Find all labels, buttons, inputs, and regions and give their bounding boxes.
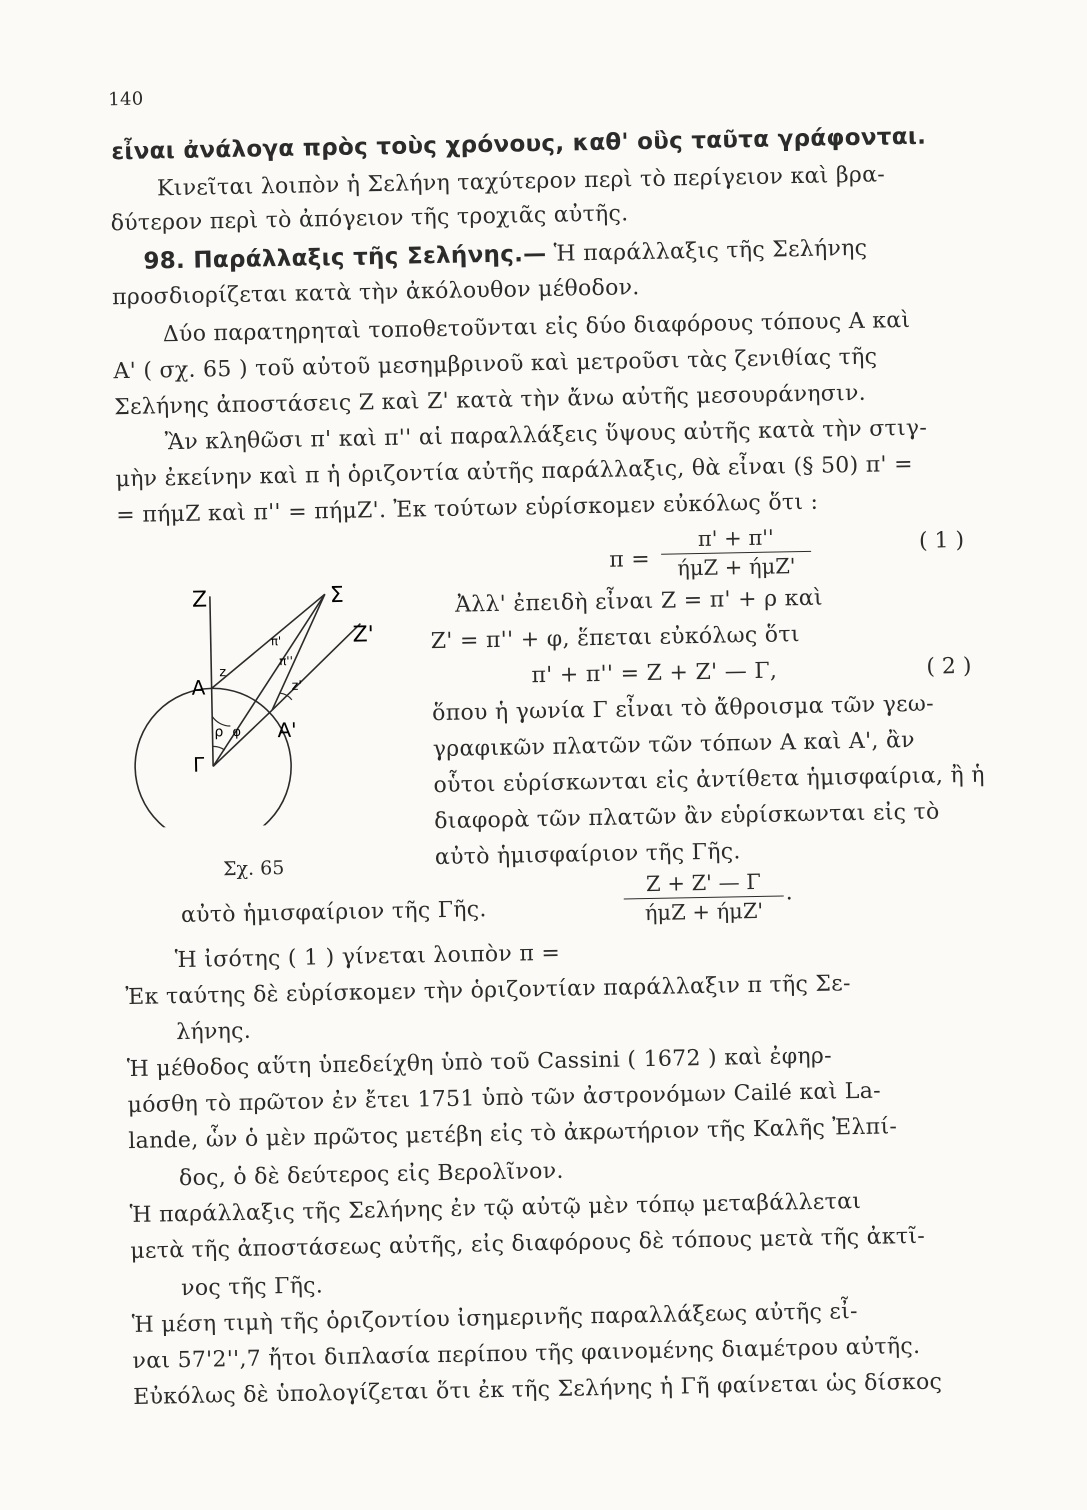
text-line-13: Ζ' = π'' + φ, ἕπεται εὐκόλως ὅτι bbox=[430, 622, 800, 655]
text-line-15: ὅπου ἡ γωνία Γ εἶναι τὸ ἄθροισμα τῶν γεω- bbox=[431, 691, 935, 727]
text-line-31: Ἡ μέση τιμὴ τῆς ὁριζοντίου ἰσημερινῆς παραλλάξεως αὐτῆς εἶ- bbox=[131, 1299, 858, 1339]
line-center-moon bbox=[210, 594, 328, 766]
label-Z-prime: Ζ' bbox=[352, 622, 375, 648]
text-line-27: δος, ὁ δὲ δεύτερος εἰς Βερολῖνον. bbox=[178, 1158, 564, 1192]
equation-1-number: ( 1 ) bbox=[918, 527, 965, 554]
text-line-3: δύτερον περὶ τὸ ἀπόγειον τῆς τροχιᾶς αὐτῆς. bbox=[110, 201, 629, 237]
text-line-30: νος τῆς Γῆς. bbox=[180, 1273, 324, 1302]
text-line-10: μὴν ἐκείνην καὶ π ἡ ὁριζοντία αὐτῆς παράλλαξις, θὰ εἶναι (§ 50) π' = bbox=[115, 451, 914, 493]
text-line-11: = πήμΖ καὶ π'' = πήμΖ'. Ἐκ τούτων εὑρίσκομεν εὐκόλως ὅτι : bbox=[116, 489, 819, 529]
equation-1-numerator: π' + π'' bbox=[697, 525, 775, 552]
section-heading-rest: Ἡ παράλλαξις τῆς Σελήνης bbox=[553, 235, 868, 267]
text-line-26: lande, ὧν ὁ μὲν πρῶτος μετέβη εἰς τὸ ἀκρωτήριον τῆς Καλῆς Ἐλπί- bbox=[128, 1114, 898, 1155]
text-line-20: αὐτὸ ἡμισφαίριον τῆς Γῆς. bbox=[180, 897, 487, 929]
page-number: 140 bbox=[108, 88, 144, 111]
label-pi-dprime: π'' bbox=[278, 653, 294, 669]
text-line-21: Ἡ ἰσότης ( 1 ) γίνεται λοιπὸν π = bbox=[174, 940, 561, 974]
text-line-9: Ἂν κληθῶσι π' καὶ π'' αἱ παραλλάξεις ὕψους αὐτῆς κατὰ τὴν στιγ- bbox=[164, 415, 928, 456]
label-Sigma: Σ bbox=[329, 582, 345, 609]
section-heading: 98. Παράλλαξις τῆς Σελήνης.— bbox=[143, 240, 547, 275]
text-line-2: Κινεῖται λοιπὸν ἡ Σελήνη ταχύτερον περὶ τὸ περίγειον καὶ βρα- bbox=[156, 162, 886, 202]
label-z: z bbox=[219, 665, 227, 681]
text-line-16: γραφικῶν πλατῶν τῶν τόπων Α καὶ Α', ἂν bbox=[432, 727, 916, 763]
text-line-29: μετὰ τῆς ἀποστάσεως αὐτῆς, εἰς διαφόρους δὲ τόπους μετὰ τῆς ἀκτῖ- bbox=[130, 1223, 926, 1265]
label-A: Α bbox=[191, 675, 206, 700]
section-heading-line bbox=[143, 234, 867, 277]
text-line-24: Ἡ μέθοδος αὕτη ὑπεδείχθη ὑπὸ τοῦ Cassini ( 1672 ) καὶ ἐφηρ- bbox=[126, 1043, 833, 1083]
equation-1-fraction bbox=[661, 525, 812, 581]
equation-3-denominator: ήμΖ + ήμΖ' bbox=[644, 898, 764, 926]
equation-1-denominator: ήμΖ + ήμΖ' bbox=[677, 554, 796, 581]
equation-2: π' + π'' = Ζ + Ζ' — Γ, bbox=[531, 658, 778, 689]
label-phi: φ bbox=[232, 724, 242, 740]
equation-2-number: ( 2 ) bbox=[926, 653, 972, 680]
equation-3-numerator: Ζ + Ζ' — Γ bbox=[645, 869, 762, 897]
text-line-25: μόσθη τὸ πρῶτον ἐν ἔτει 1751 ὑπὸ τῶν ἀστρονόμων Cailé καὶ La- bbox=[127, 1078, 882, 1119]
label-Z: Ζ bbox=[191, 587, 208, 613]
zenith-line-A bbox=[210, 596, 213, 766]
label-z-prime: z' bbox=[291, 678, 303, 694]
text-line-18: διαφορὰ τῶν πλατῶν ἂν εὑρίσκωνται εἰς τὸ bbox=[433, 799, 940, 835]
text-line-17: οὗτοι εὑρίσκωνται εἰς ἀντίθετα ἡμισφαίρια, ἢ ἡ bbox=[433, 762, 985, 799]
text-line-33: Εὐκόλως δὲ ὑπολογίζεται ὅτι ἐκ τῆς Σελήνης ἡ Γῆ φαίνεται ὡς δίσκος bbox=[132, 1369, 943, 1411]
text-line-23: λήνης. bbox=[175, 1018, 252, 1046]
equation-3-fraction bbox=[623, 869, 784, 925]
text-line-5: προσδιορίζεται κατὰ τὴν ἀκόλουθον μέθοδον. bbox=[111, 275, 640, 311]
text-line-8: Σελήνης ἀποστάσεις Ζ καὶ Ζ' κατὰ τὴν ἄνω αὐτῆς μεσουράνησιν. bbox=[113, 380, 867, 421]
text-line-7: Α' ( σχ. 65 ) τοῦ αὐτοῦ μεσημβρινοῦ καὶ μετροῦσι τὰς ζενιθίας τῆς bbox=[113, 344, 878, 385]
text-line-6: Δύο παρατηρηταὶ τοποθετοῦνται εἰς δύο διαφόρους τόπους Α καὶ bbox=[162, 307, 911, 348]
figure-65-diagram bbox=[129, 563, 394, 828]
text-line-19: αὐτὸ ἡμισφαίριον τῆς Γῆς. bbox=[434, 839, 741, 871]
text-line-28: Ἡ παράλλαξις τῆς Σελήνης ἐν τῷ αὐτῷ μὲν τόπῳ μεταβάλλεται bbox=[129, 1189, 862, 1229]
text-line-1: εἶναι ἀνάλογα πρὸς τοὺς χρόνους, καθ' οὓς ταῦτα γράφονται. bbox=[111, 123, 927, 166]
text-line-22: Ἐκ ταύτης δὲ εὑρίσκομεν τὴν ὁριζοντίαν παράλλαξιν π τῆς Σε- bbox=[125, 971, 851, 1011]
equation-1-lhs: π = bbox=[609, 546, 651, 573]
figure-caption: Σχ. 65 bbox=[222, 857, 285, 881]
label-pi-prime: π' bbox=[270, 634, 282, 649]
text-line-12: Ἀλλ' ἐπειδὴ εἶναι Ζ = π' + ρ καὶ bbox=[454, 585, 824, 618]
label-rho: ρ bbox=[214, 724, 224, 741]
text-line-32: ναι 57'2'',7 ἤτοι διπλασία περίπου τῆς φαινομένης διαμέτρου αὐτῆς. bbox=[132, 1333, 921, 1375]
equation-3-period: . bbox=[785, 880, 794, 906]
label-A-prime: Α' bbox=[277, 717, 297, 743]
label-Gamma: Γ bbox=[192, 752, 205, 777]
